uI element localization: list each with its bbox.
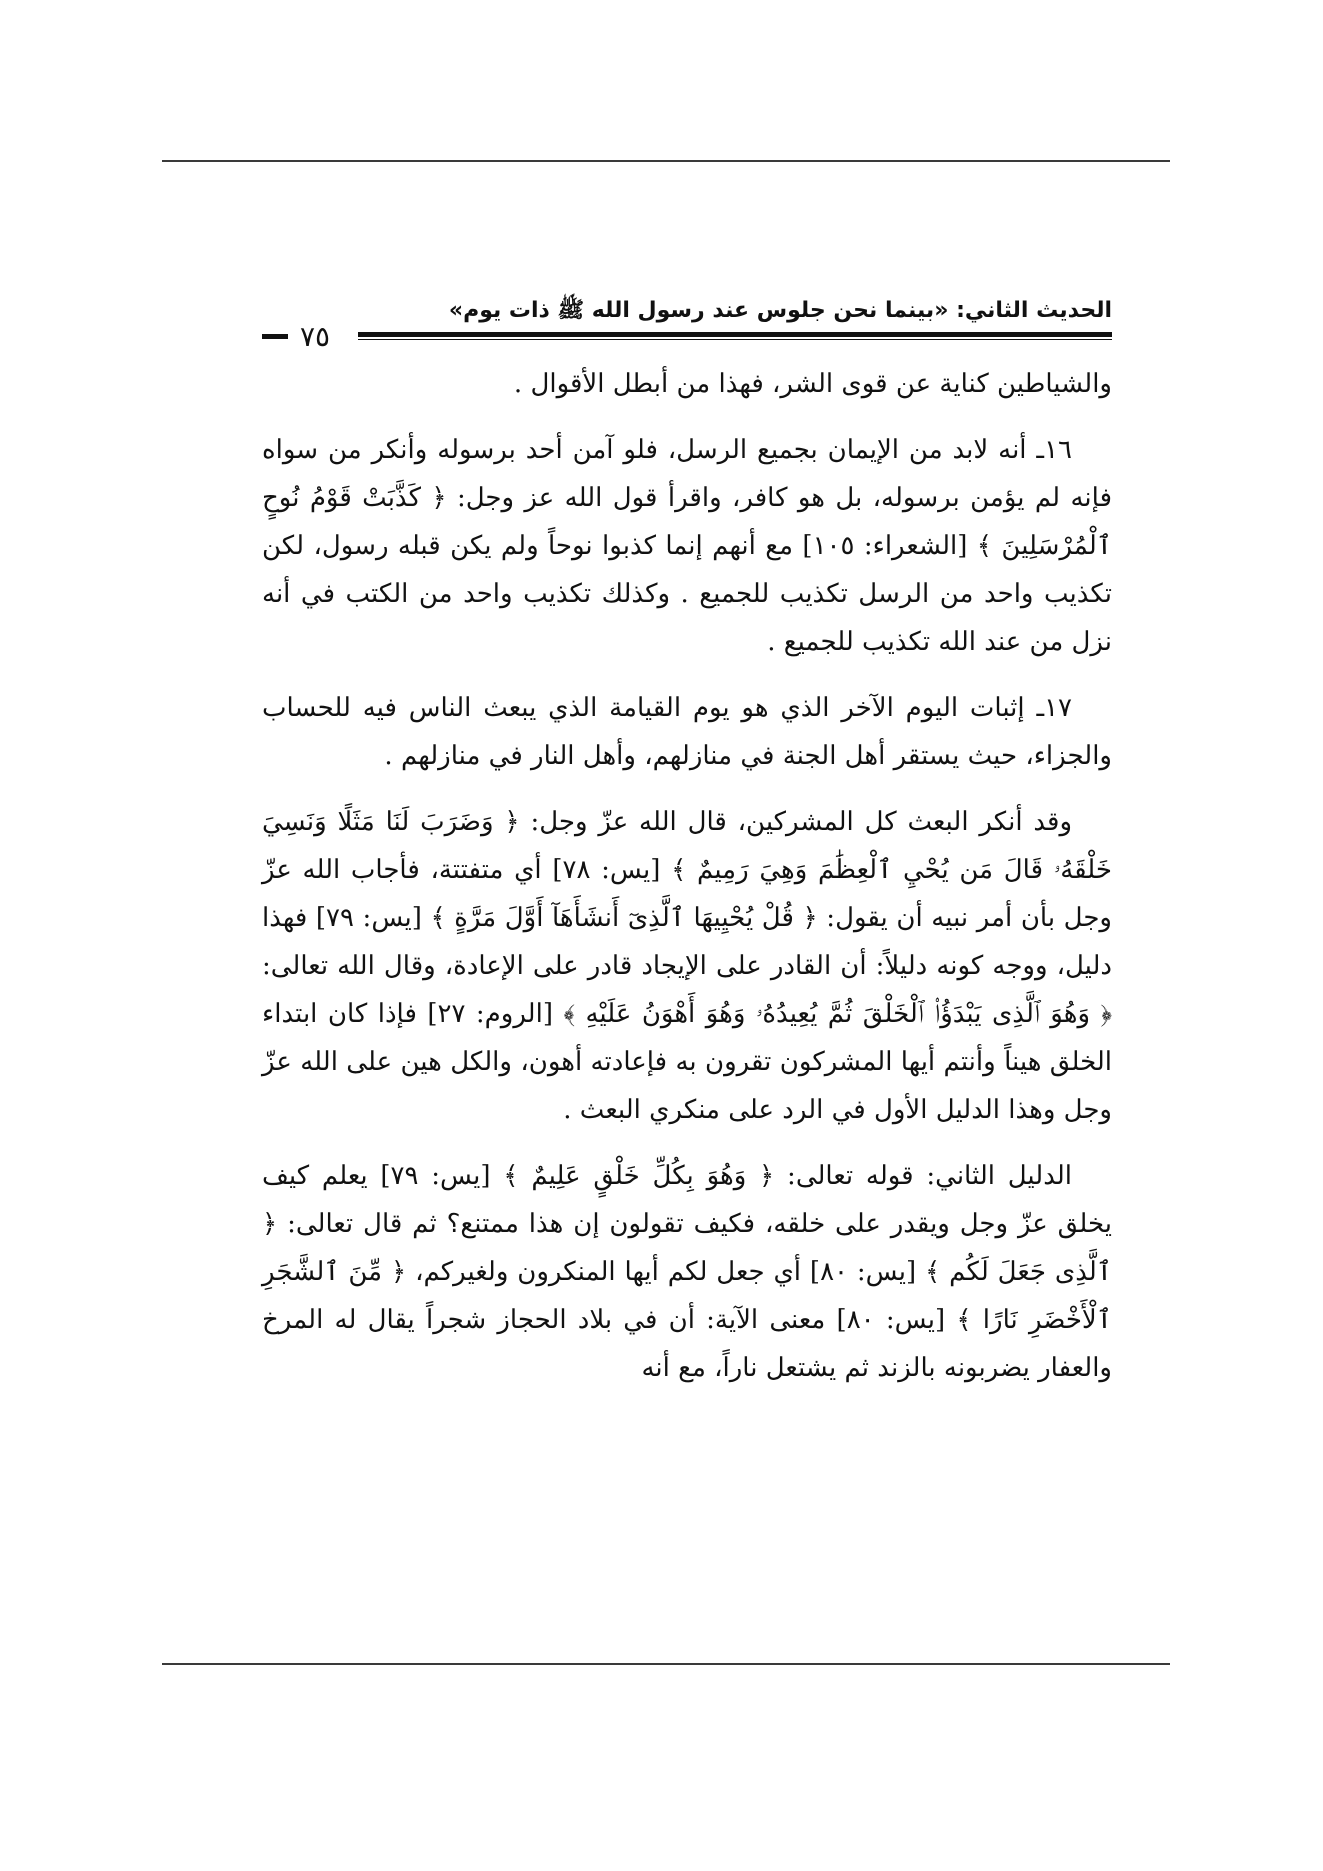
page-number-dash — [262, 334, 288, 339]
page-number-value: ٧٥ — [300, 320, 331, 353]
paragraph-resurrection-denial: وقد أنكر البعث كل المشركين، قال الله عزّ وجل: ﴿ وَضَرَبَ لَنَا مَثَلًا وَنَسِيَ خَلْقَهُۥ قَالَ مَن يُحْيِ ٱلْعِظَٰمَ وَهِيَ رَمِيمٌ ﴾ [يس: ٧٨] أي متفتتة، فأجاب الله عزّ وجل بأن أمر نبيه أن يقول: ﴿ قُلْ يُحْيِيهَا ٱلَّذِىٓ أَنشَأَهَآ أَوَّلَ مَرَّةٍ ﴾ [يس: ٧٩] فهذا دليل، ووجه كونه دليلاً: أن القادر على الإيجاد قادر على الإعادة، وقال الله تعالى: ﴿ وَهُوَ ٱلَّذِى يَبْدَؤُا۟ ٱلْخَلْقَ ثُمَّ يُعِيدُهُۥ وَهُوَ أَهْوَنُ عَلَيْهِ ﴾ [الروم: ٢٧] فإذا كان ابتداء الخلق هيناً وأنتم أيها المشركون تقرون به فإعادته أهون، والكل هين على الله عزّ وجل وهذا الدليل الأول في الرد على منكري البعث . — [262, 807, 1112, 1125]
top-page-rule — [162, 160, 1170, 162]
header-thin-rule — [358, 339, 1112, 340]
header-thick-rule — [358, 332, 1112, 337]
paragraph-point-17: ١٧ـ إثبات اليوم الآخر الذي هو يوم القيامة الذي يبعث الناس فيه للحساب والجزاء، حيث يستقر أهل الجنة في منازلهم، وأهل النار في منازلهم . — [262, 693, 1112, 771]
paragraph-continuation: والشياطين كناية عن قوى الشر، فهذا من أبطل الأقوال . — [513, 369, 1112, 399]
bottom-page-rule — [162, 1663, 1170, 1665]
running-header — [262, 296, 1112, 353]
body-text — [262, 360, 1112, 1410]
paragraph-second-proof: الدليل الثاني: قوله تعالى: ﴿ وَهُوَ بِكُلِّ خَلْقٍ عَلِيمٌ ﴾ [يس: ٧٩] يعلم كيف يخلق عزّ وجل ويقدر على خلقه، فكيف تقولون إن هذا ممتنع؟ ثم قال تعالى: ﴿ ٱلَّذِى جَعَلَ لَكُم ﴾ [يس: ٨٠] أي جعل لكم أيها المنكرون ولغيركم، ﴿ مِّنَ ٱلشَّجَرِ ٱلْأَخْضَرِ نَارًا ﴾ [يس: ٨٠] معنى الآية: أن في بلاد الحجاز شجراً يقال له المرخ والعفار يضربونه بالزند ثم يشتعل ناراً، مع أنه — [262, 1161, 1113, 1383]
running-title: الحديث الثاني: «بينما نحن جلوس عند رسول الله ﷺ ذات يوم» — [448, 298, 1112, 323]
page-number — [262, 320, 330, 353]
paragraph-point-16: ١٦ـ أنه لابد من الإيمان بجميع الرسل، فلو آمن أحد برسوله وأنكر من سواه فإنه لم يؤمن برسوله، بل هو كافر، واقرأ قول الله عز وجل: ﴿ كَذَّبَتْ قَوْمُ نُوحٍ ٱلْمُرْسَلِينَ ﴾ [الشعراء: ١٠٥] مع أنهم إنما كذبوا نوحاً ولم يكن قبله رسول، لكن تكذيب واحد من الرسل تكذيب للجميع . وكذلك تكذيب واحد من الكتب في أنه نزل من عند الله تكذيب للجميع . — [262, 435, 1112, 657]
